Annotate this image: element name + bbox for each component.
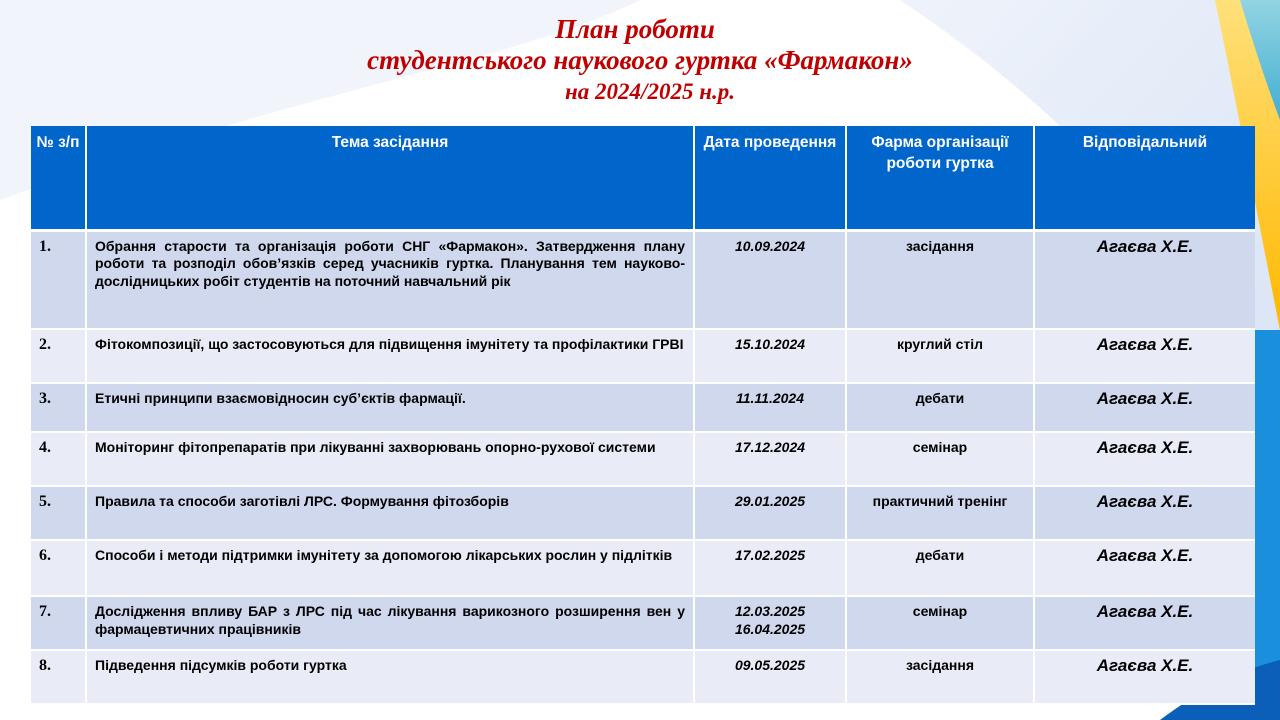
- row-topic: Моніторинг фітопрепаратів при лікуванні захворювань опорно-рухової системи: [86, 432, 694, 486]
- row-number: 6.: [31, 540, 86, 596]
- row-number: 1.: [31, 230, 86, 329]
- row-date-2: 16.04.2025: [734, 620, 806, 637]
- row-date: [694, 540, 846, 596]
- table-row: [31, 540, 1255, 596]
- row-form: дебати: [846, 540, 1034, 596]
- row-date: [694, 650, 846, 704]
- row-date-1: 17.02.2025: [734, 547, 806, 563]
- table-row: [31, 432, 1255, 486]
- row-number: 7.: [31, 596, 86, 650]
- row-topic: Правила та способи заготівлі ЛРС. Формування фітозборів: [86, 486, 694, 540]
- row-date-1: 09.05.2025: [734, 657, 806, 673]
- row-topic: Способи і методи підтримки імунітету за допомогою лікарських рослин у підлітків: [86, 540, 694, 596]
- row-responsible: Агаєва Х.Е.: [1034, 486, 1255, 540]
- row-date: [694, 486, 846, 540]
- row-date-1: 12.03.2025: [734, 603, 806, 619]
- row-number: 5.: [31, 486, 86, 540]
- table-header-row: [31, 126, 1255, 230]
- title-line-3: на 2024/2025 н.р.: [565, 79, 735, 104]
- row-responsible: Агаєва Х.Е.: [1034, 540, 1255, 596]
- row-date: [694, 383, 846, 432]
- row-form: практичний тренінг: [846, 486, 1034, 540]
- row-number: 2.: [31, 329, 86, 383]
- row-form: семінар: [846, 432, 1034, 486]
- row-date: [694, 596, 846, 650]
- row-number: 4.: [31, 432, 86, 486]
- table-row: [31, 486, 1255, 540]
- row-date-1: 29.01.2025: [734, 493, 806, 509]
- row-date-1: 11.11.2024: [736, 390, 804, 406]
- header-topic: Тема засідання: [86, 126, 694, 230]
- row-topic: Обрання старости та організація роботи СНГ «Фармакон». Затвердження плану роботи та розподіл обов’язків серед учасників гуртка. Планування тем науково-дослідницьких робіт студентів на поточний навчальний рік: [86, 230, 694, 329]
- row-date-1: 17.12.2024: [734, 439, 806, 455]
- row-topic: Підведення підсумків роботи гуртка: [86, 650, 694, 704]
- row-responsible: Агаєва Х.Е.: [1034, 383, 1255, 432]
- row-date-1: 10.09.2024: [734, 237, 806, 254]
- table-row: [31, 596, 1255, 650]
- table-row: [31, 230, 1255, 329]
- row-responsible: Агаєва Х.Е.: [1034, 230, 1255, 329]
- row-number: 3.: [31, 383, 86, 432]
- title-line-2: студентського наукового гуртка «Фармакон»: [367, 45, 913, 75]
- row-responsible: Агаєва Х.Е.: [1034, 596, 1255, 650]
- row-responsible: Агаєва Х.Е.: [1034, 329, 1255, 383]
- row-date-1: 15.10.2024: [734, 336, 806, 352]
- row-responsible: Агаєва Х.Е.: [1034, 650, 1255, 704]
- table-row: [31, 383, 1255, 432]
- table-row: [31, 329, 1255, 383]
- row-form: семінар: [846, 596, 1034, 650]
- header-responsible: Відповідальний: [1034, 126, 1255, 230]
- row-responsible: Агаєва Х.Е.: [1034, 432, 1255, 486]
- row-topic: Фітокомпозиції, що застосовуються для підвищення імунітету та профілактики ГРВІ: [86, 329, 694, 383]
- plan-table: [31, 126, 1255, 705]
- page-title: [0, 12, 1280, 110]
- header-num: № з/п: [31, 126, 86, 230]
- table-row: [31, 650, 1255, 704]
- row-date: [694, 230, 846, 329]
- row-form: засідання: [846, 650, 1034, 704]
- title-line-1: План роботи: [555, 14, 715, 44]
- row-topic: Дослідження впливу БАР з ЛРС під час лікування варикозного розширення вен у фармацевтичних працівників: [86, 596, 694, 650]
- row-topic: Етичні принципи взаємовідносин суб’єктів фармації.: [86, 383, 694, 432]
- row-date: [694, 329, 846, 383]
- row-number: 8.: [31, 650, 86, 704]
- row-form: засідання: [846, 230, 1034, 329]
- row-form: дебати: [846, 383, 1034, 432]
- header-date: Дата проведення: [694, 126, 846, 230]
- row-form: круглий стіл: [846, 329, 1034, 383]
- header-form: Фарма організації роботи гуртка: [846, 126, 1034, 230]
- row-date: [694, 432, 846, 486]
